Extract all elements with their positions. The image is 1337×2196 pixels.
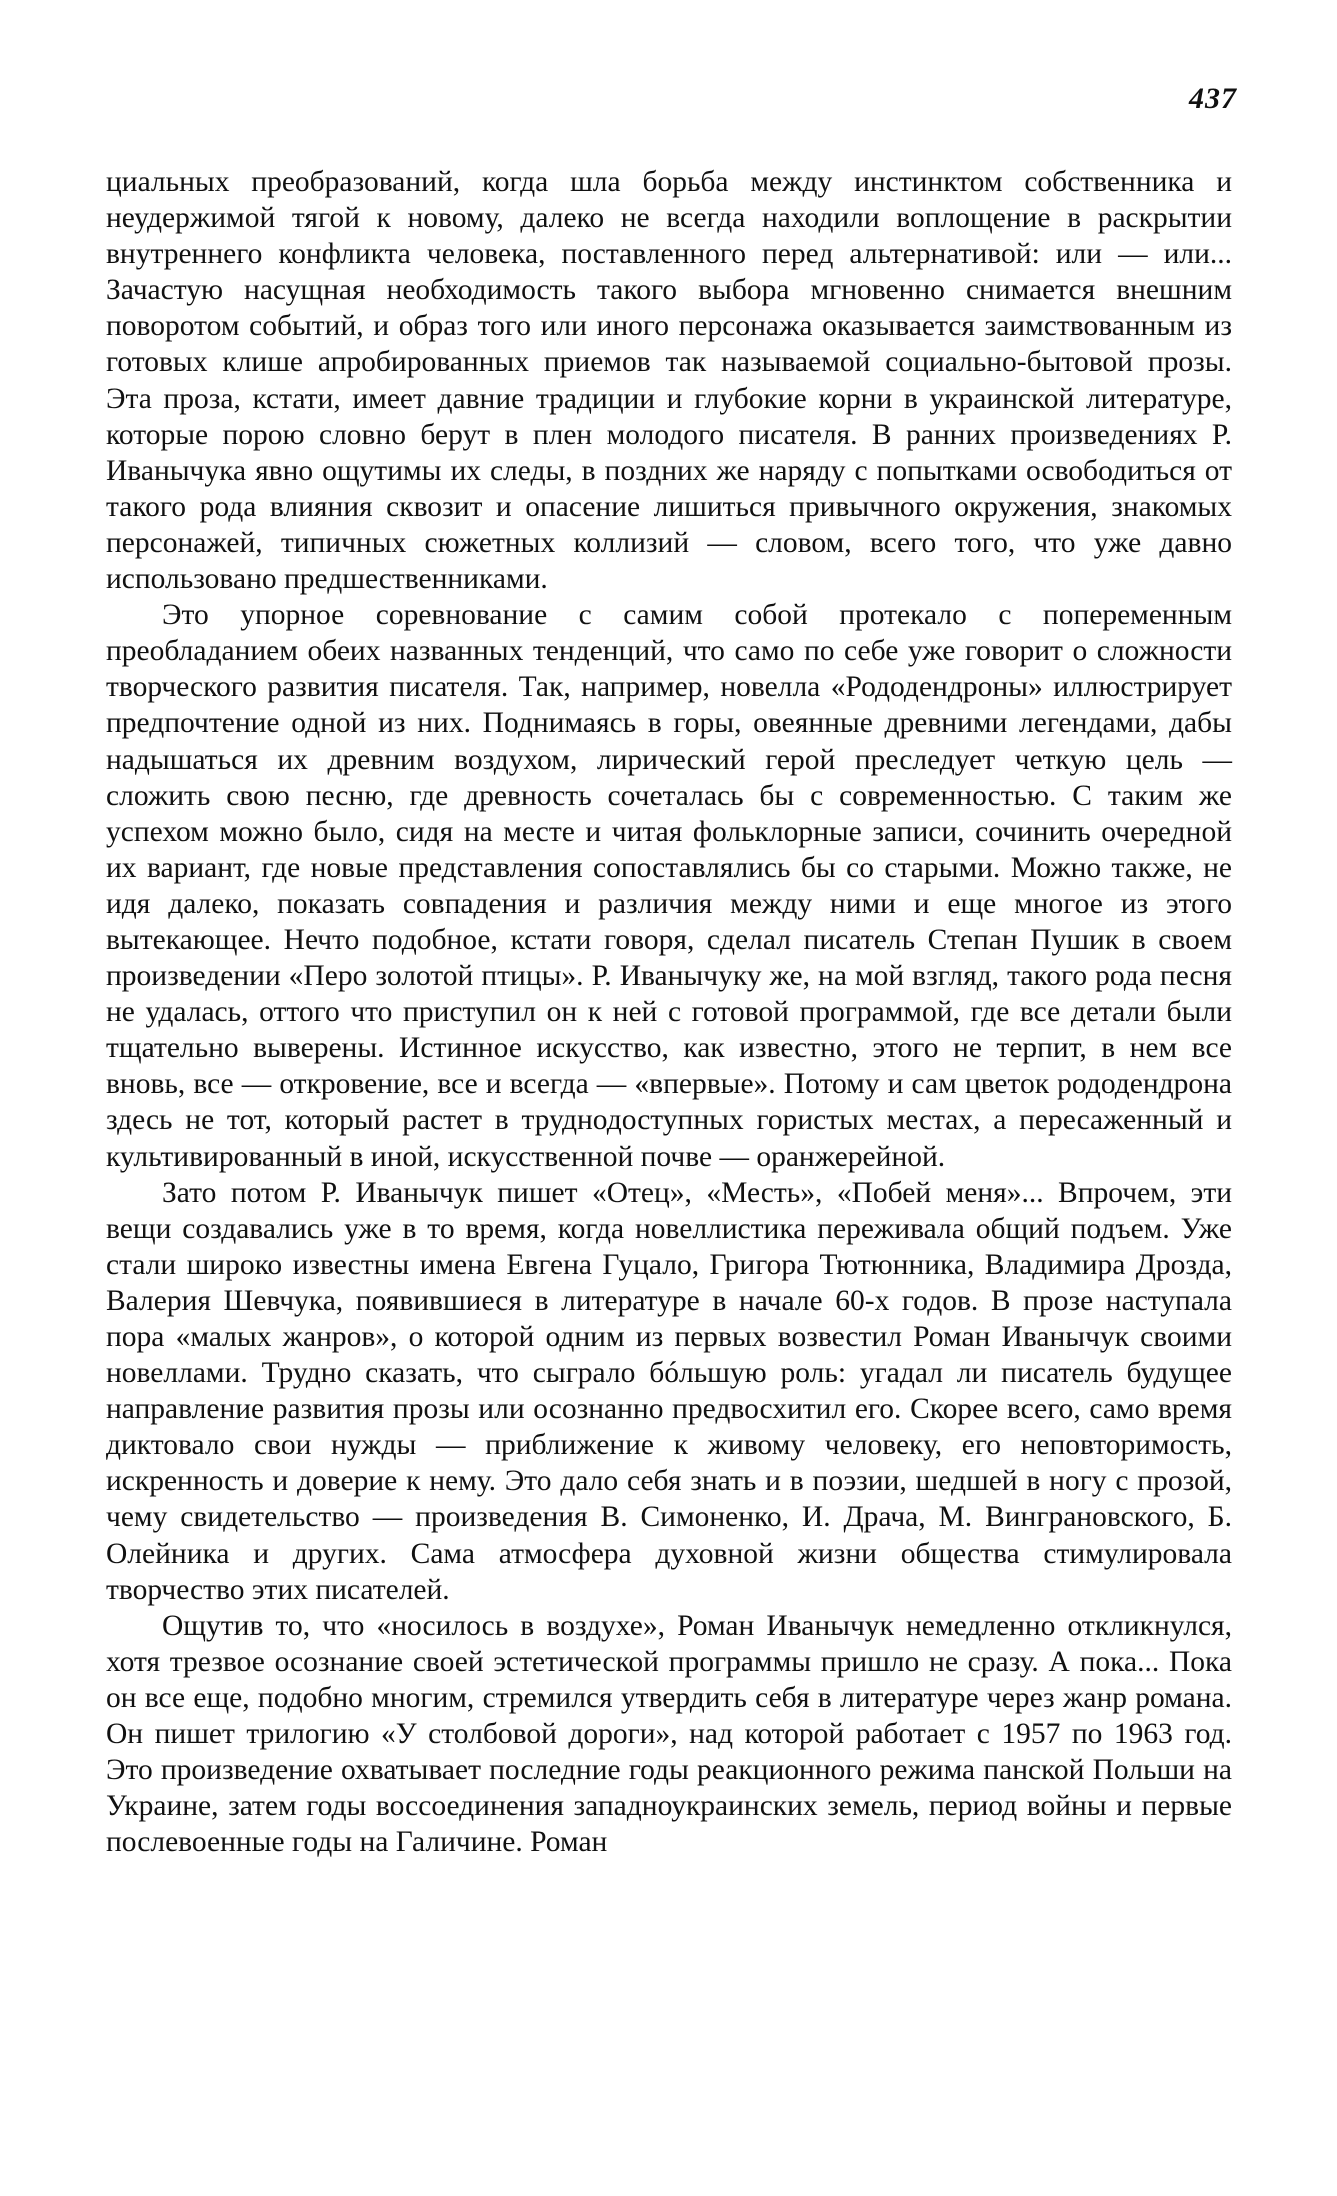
paragraph-4: Ощутив то, что «носилось в воздухе», Роман Иванычук немедленно откликнулся, хотя трезвое осознание своей эстетической программы пришло не сразу. А пока... Пока он все еще, подобно многим, стремился утвердить себя в литературе через жанр романа. Он пишет трилогию «У столбовой дороги», над которой работает с 1957 по 1963 год. Это произведение охватывает последние годы реакционного режима панской Польши на Украине, затем годы воссоединения западноукраинских земель, период войны и первые послевоенные годы на Галичине. Роман bbox=[106, 1609, 1232, 1859]
paragraph-1: циальных преобразований, когда шла борьба между инстинктом собственника и неудержимой тягой к новому, далеко не всегда находили воплощение в раскрытии внутреннего конфликта человека, поставленного перед альтернативой: или — или... Зачастую насущная необходимость такого выбора мгновенно снимается внешним поворотом событий, и образ того или иного персонажа оказывается заимствованным из готовых клише апробированных приемов так называемой социально-бытовой прозы. Эта проза, кстати, имеет давние традиции и глубокие корни в украинской литературе, которые порою словно берут в плен молодого писателя. В ранних произведениях Р. Иванычука явно ощутимы их следы, в поздних же наряду с попытками освободиться от такого рода влияния сквозит и опасение лишиться привычного окружения, знакомых персонажей, типичных сюжетных коллизий — словом, всего того, что уже давно использовано предшественниками. bbox=[106, 166, 1232, 596]
paragraph-3: Зато потом Р. Иванычук пишет «Отец», «Месть», «Побей меня»... Впрочем, эти вещи создавались уже в то время, когда новеллистика переживала общий подъем. Уже стали широко известны имена Евгена Гуцало, Григора Тютюнника, Владимира Дрозда, Валерия Шевчука, появившиеся в литературе в начале 60-х годов. В прозе наступала пора «малых жанров», о которой одним из первых возвестил Роман Иванычук своими новеллами. Трудно сказать, что сыграло бóльшую роль: угадал ли писатель будущее направление развития прозы или осознанно предвосхитил его. Скорее всего, само время диктовало свои нужды — приближение к живому человеку, его неповторимость, искренность и доверие к нему. Это дало себя знать и в поэзии, шедшей в ногу с прозой, чему свидетельство — произведения В. Симоненко, И. Драча, М. Винграновского, Б. Олейника и других. Сама атмосфера духовной жизни общества стимулировала творчество этих писателей. bbox=[106, 1176, 1232, 1606]
paragraph-2: Это упорное соревнование с самим собой протекало с попеременным преобладанием обеих названных тенденций, что само по себе уже говорит о сложности творческого развития писателя. Так, например, новелла «Рододендроны» иллюстрирует предпочтение одной из них. Поднимаясь в горы, овеянные древними легендами, дабы надышаться их древним воздухом, лирический герой преследует четкую цель — сложить свою песню, где древность сочеталась бы с современностью. С таким же успехом можно было, сидя на месте и читая фольклорные записи, сочинить очередной их вариант, где новые представления сопоставлялись бы со старыми. Можно также, не идя далеко, показать совпадения и различия между ними и еще многое из этого вытекающее. Нечто подобное, кстати говоря, сделал писатель Степан Пушик в своем произведении «Перо золотой птицы». Р. Иванычуку же, на мой взгляд, такого рода песня не удалась, оттого что приступил он к ней с готовой программой, где все детали были тщательно выверены. Истинное искусство, как известно, этого не терпит, в нем все вновь, все — откровение, все и всегда — «впервые». Потому и сам цветок рододендрона здесь не тот, который растет в труднодоступных гористых местах, а пересаженный и культивированный в иной, искусственной почве — оранжерейной. bbox=[106, 599, 1232, 1173]
body-text bbox=[106, 164, 1232, 1860]
page-number: 437 bbox=[1189, 82, 1237, 115]
